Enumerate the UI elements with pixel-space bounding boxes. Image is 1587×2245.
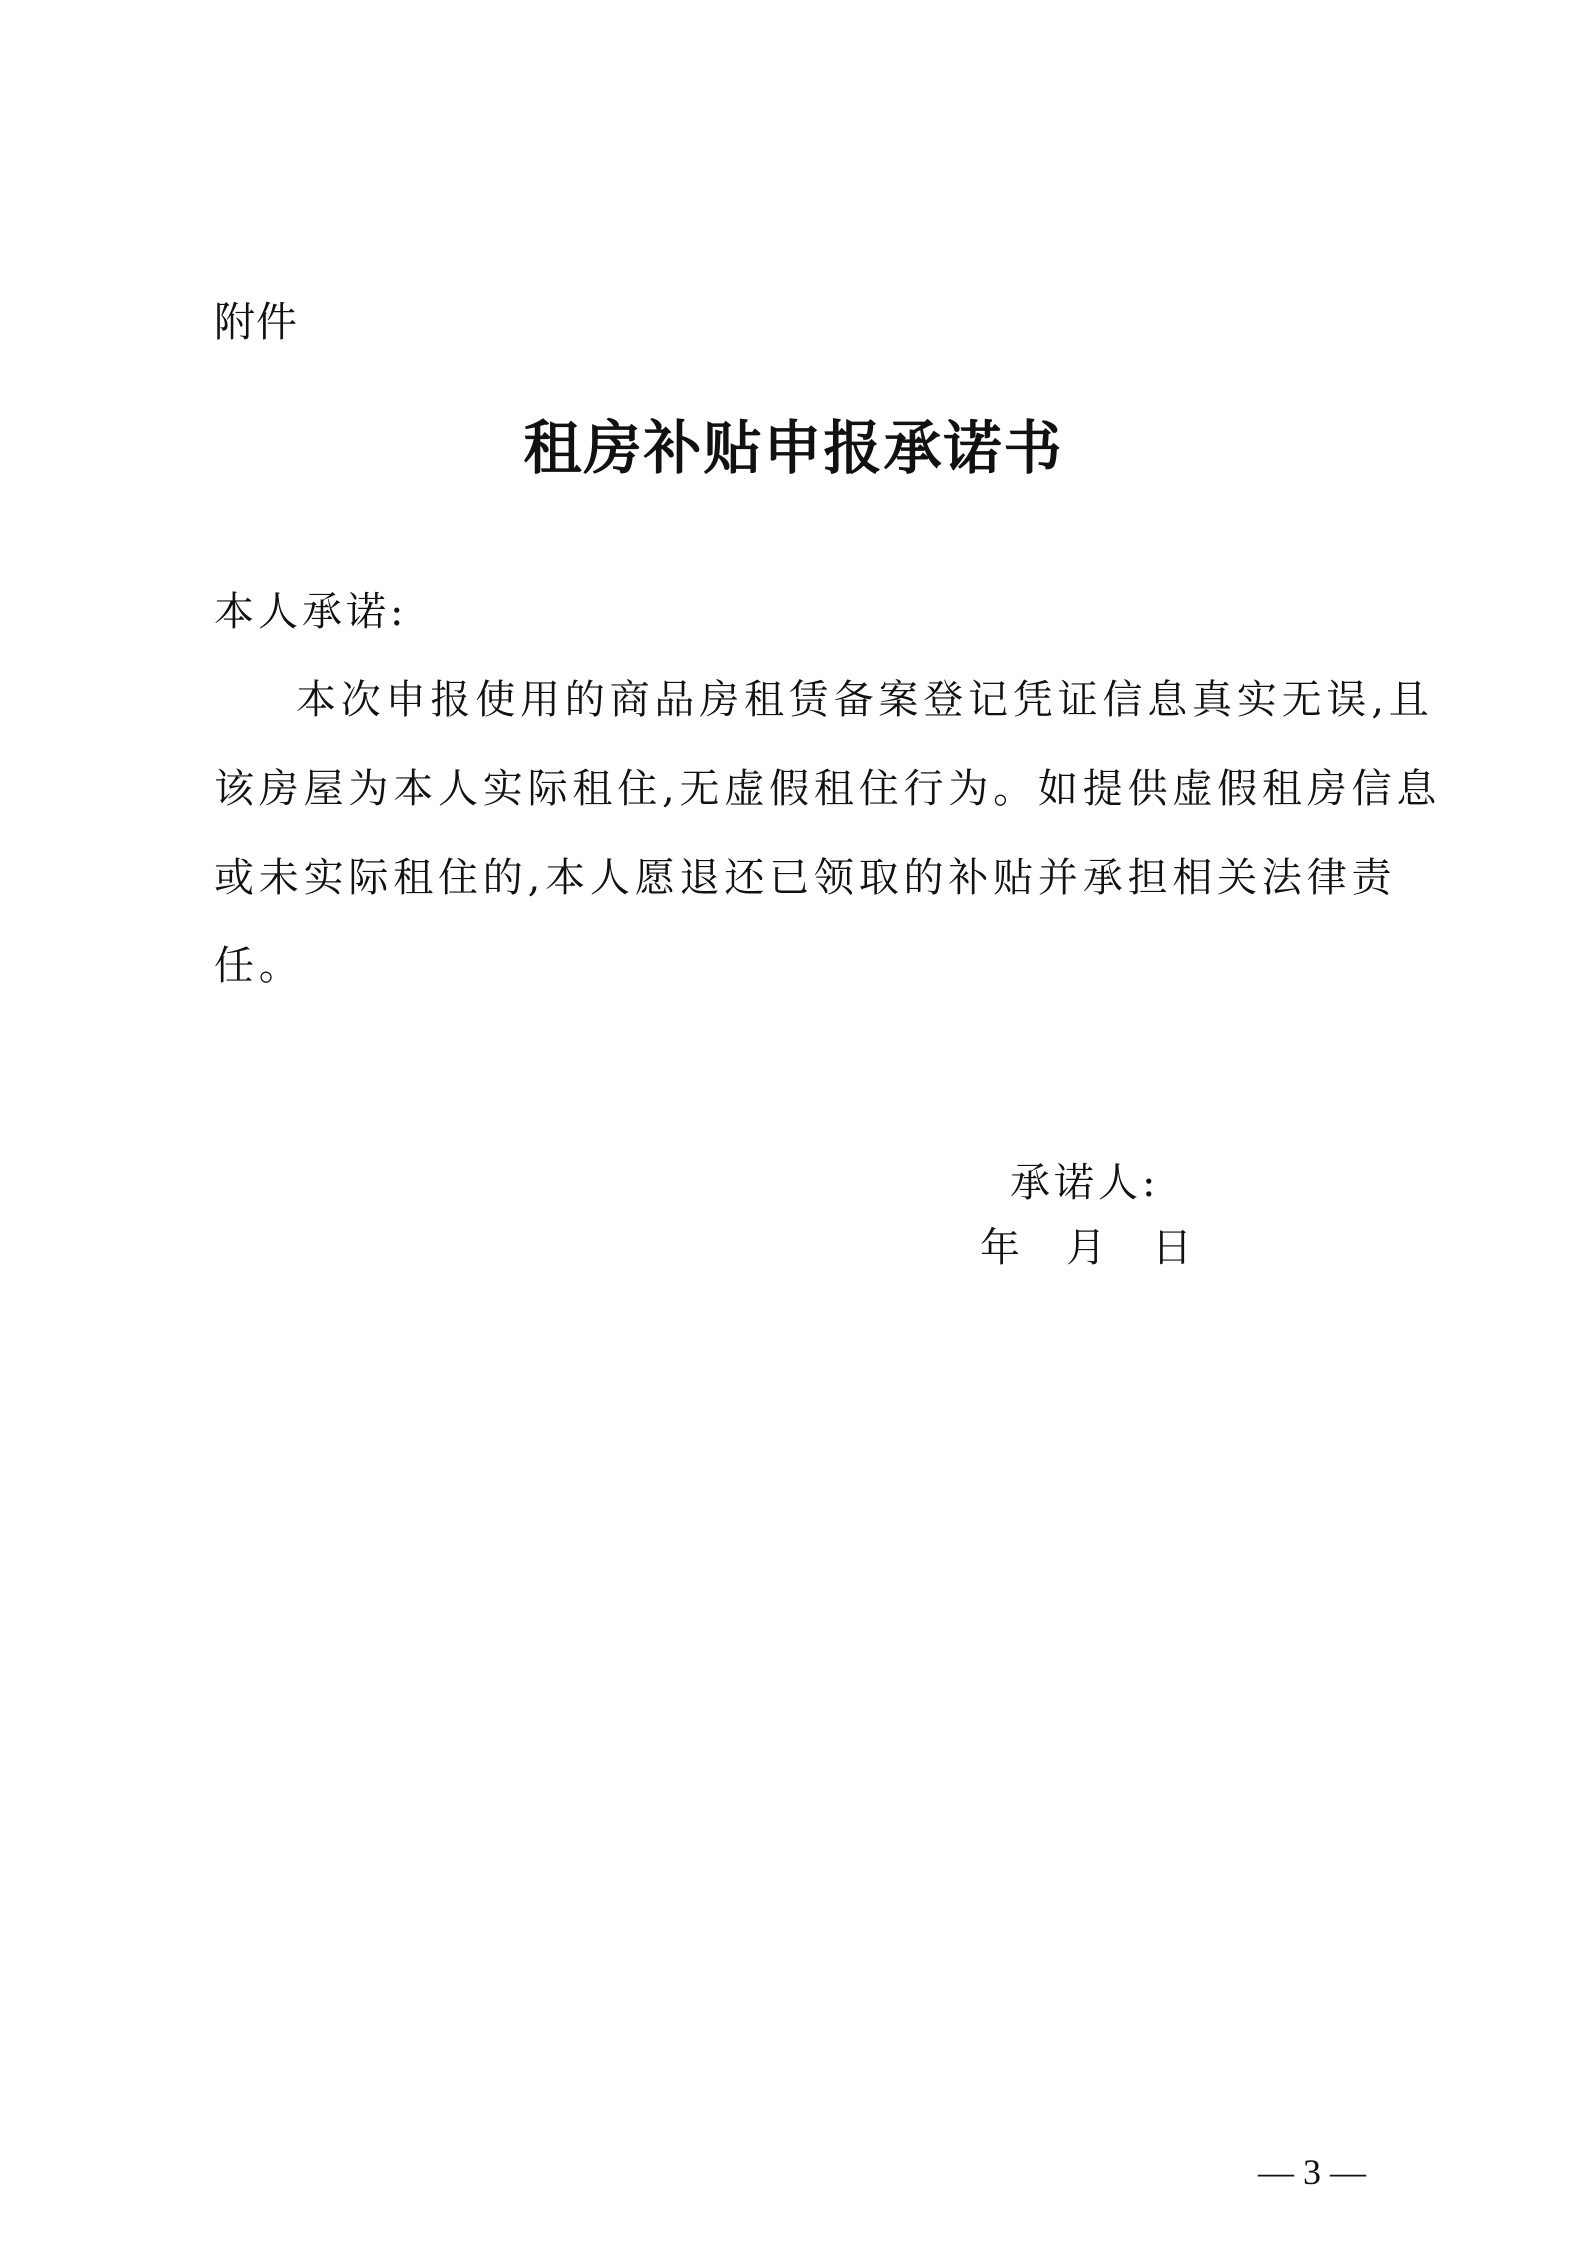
pledge-body-line: 或未实际租住的,本人愿退还已领取的补贴并承担相关法律责 bbox=[214, 855, 1397, 901]
signer-label: 承诺人: bbox=[1010, 1160, 1160, 1206]
signature-date bbox=[980, 1222, 1192, 1274]
date-month-label: 月 bbox=[1066, 1225, 1106, 1271]
attachment-label: 附件 bbox=[214, 298, 298, 346]
pledge-body-line: 任。 bbox=[214, 943, 304, 989]
document-title: 租房补贴申报承诺书 bbox=[523, 414, 1064, 482]
pledge-body-line: 该房屋为本人实际租住,无虚假租住行为。如提供虚假租房信息 bbox=[214, 766, 1442, 812]
page-number: — 3 — bbox=[1258, 2152, 1366, 2192]
pledge-body-line: 本次申报使用的商品房租赁备案登记凭证信息真实无误,且 bbox=[296, 677, 1434, 723]
date-day-label: 日 bbox=[1152, 1225, 1192, 1271]
date-year-label: 年 bbox=[980, 1225, 1020, 1271]
pledge-intro: 本人承诺: bbox=[214, 589, 408, 635]
